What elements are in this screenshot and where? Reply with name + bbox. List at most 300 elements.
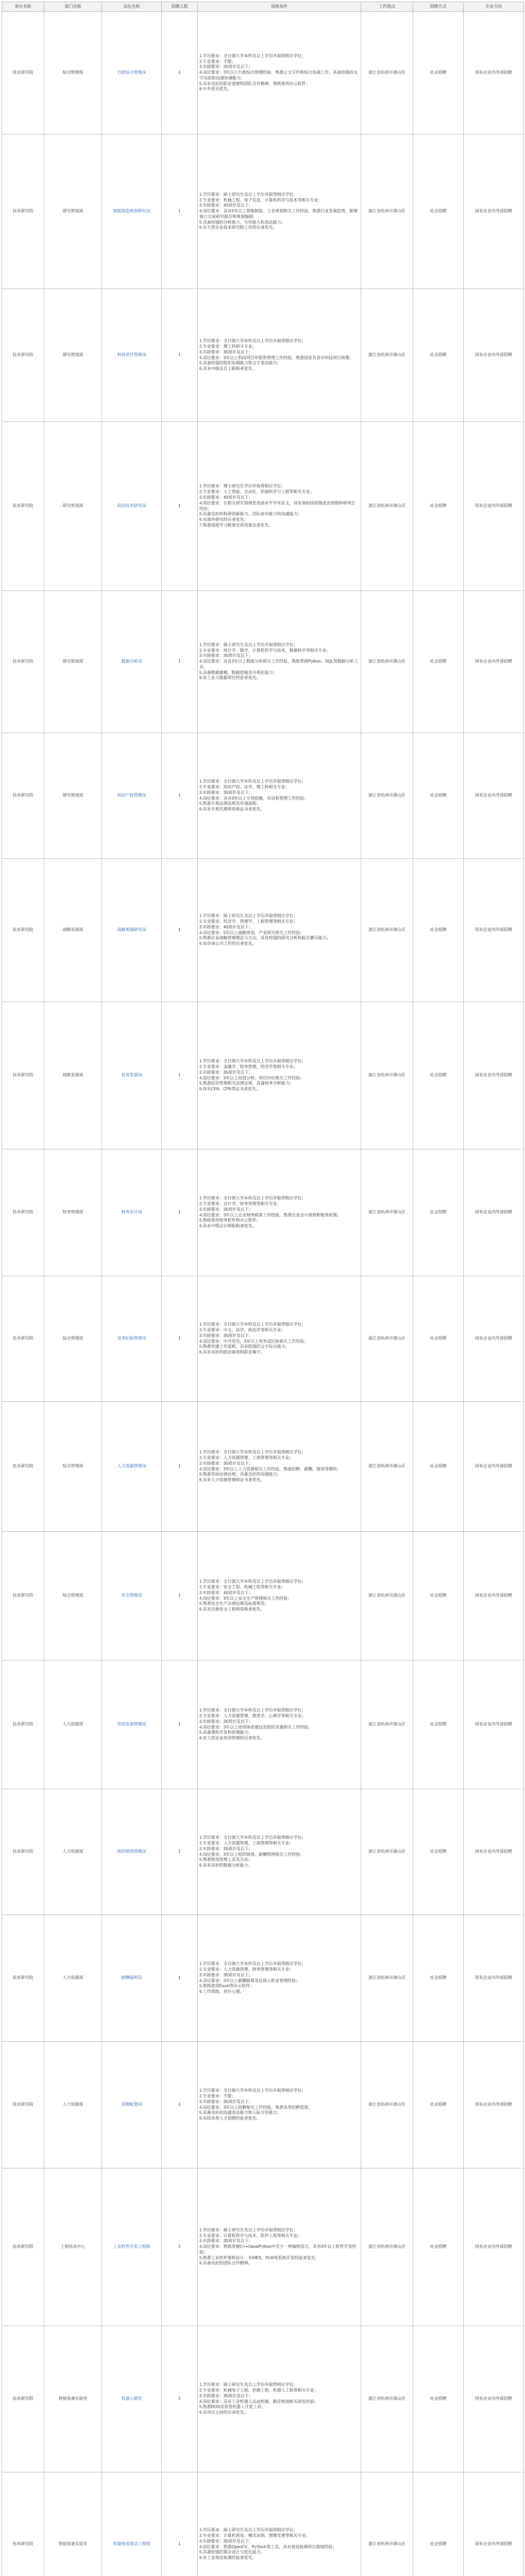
requirement-line: 5.具备良好的沟通表达能力和人际交往能力； <box>199 2110 281 2115</box>
requirement-line: 6.持有CFA、CPA等证书者优先。 <box>199 1087 261 1092</box>
cell-dept: 人力资源部 <box>44 1789 102 1915</box>
cell-dept: 研究规划部 <box>44 289 102 422</box>
cell-method: 社会招聘 <box>413 859 464 1002</box>
cell-place: 浙江省杭州市萧山区 <box>361 2168 413 2326</box>
requirement-line: 1.学历要求：全日制大学本科及以上学历并取得相应学位； <box>199 1579 306 1584</box>
cell-direction: 国有企业内外部招聘 <box>464 12 524 134</box>
requirement-line: 6.工作细致，责任心强。 <box>199 1989 244 1994</box>
cell-dept: 工程技术中心 <box>44 2168 102 2326</box>
table-row <box>2 422 524 591</box>
requirement-line: 5.熟悉投资管理相关法律法规，具备财务分析能力； <box>199 1081 294 1086</box>
cell-place: 浙江省杭州市萧山区 <box>361 134 413 289</box>
table-row <box>2 1789 524 1915</box>
requirement-line: 1.学历要求：全日制大学本科及以上学历并取得相应学位； <box>199 1196 306 1201</box>
cell-unit: 技术研究院 <box>2 1789 44 1915</box>
header-unit: 单位名称 <box>2 2 44 12</box>
cell-method: 社会招聘 <box>413 134 464 289</box>
requirement-line: 1.学历要求：硕士研究生及以上学历并取得相应学位； <box>199 192 298 197</box>
requirement-line: 3.年龄要求：35周岁及以下； <box>199 2239 253 2244</box>
cell-requirements <box>198 1149 361 1276</box>
requirement-line: 1.学历要求：硕士研究生及以上学历并取得相应学位； <box>199 2528 298 2533</box>
requirement-line: 2.专业要求：经济学、管理学、工程管理等相关专业； <box>199 919 298 924</box>
cell-method: 社会招聘 <box>413 289 464 422</box>
cell-count: 1 <box>162 1915 198 2042</box>
requirement-line: 5.具备较强的分析能力、写作能力和表达能力； <box>199 219 285 225</box>
table-row <box>2 134 524 289</box>
requirement-line: 5.熟悉工业软件架构设计，有MES、PLM等系统开发经验者优先； <box>199 2255 319 2260</box>
cell-direction: 国有企业内外部招聘 <box>464 2472 524 2576</box>
requirement-line: 6.具有注册安全工程师资格者优先。 <box>199 1607 265 1612</box>
cell-requirements <box>198 1402 361 1532</box>
requirement-line: 3.年龄要求：40周岁及以下； <box>199 1590 253 1595</box>
cell-requirements <box>198 2472 361 2576</box>
cell-place: 浙江省杭州市萧山区 <box>361 1660 413 1789</box>
cell-dept: 研究规划部 <box>44 422 102 591</box>
cell-unit: 技术研究院 <box>2 591 44 733</box>
table-row <box>2 591 524 733</box>
cell-count: 1 <box>162 733 198 859</box>
cell-count: 1 <box>162 134 198 289</box>
requirement-line: 2.专业要求：知识产权、法学、理工科相关专业； <box>199 784 290 789</box>
cell-place: 浙江省杭州市萧山区 <box>361 1915 413 2042</box>
requirement-line: 2.专业要求：统计学、数学、计算机科学与技术、数据科学等相关专业； <box>199 648 331 653</box>
requirement-line: 3.年龄要求：35周岁及以下； <box>199 1972 253 1977</box>
requirement-line: 4.岗位要求：在相关研究领域发表高水平学术论文，具有承担国家级或省部级科研项目经历； <box>199 500 355 511</box>
cell-place: 浙江省杭州市萧山区 <box>361 733 413 859</box>
cell-job <box>102 1149 162 1276</box>
cell-unit: 技术研究院 <box>2 1660 44 1789</box>
requirement-line: 3.年龄要求：35周岁及以下； <box>199 1846 253 1851</box>
table-row <box>2 859 524 1002</box>
requirement-line: 5.具备良好的科研创新能力、团队协作能力和沟通能力； <box>199 512 302 517</box>
cell-direction: 国有企业内外部招聘 <box>464 2168 524 2326</box>
requirement-line: 4.岗位要求：熟悉OpenCV、PyTorch等工具，具有视觉检测项目落地经验； <box>199 2544 337 2549</box>
cell-direction: 国有企业内外部招聘 <box>464 134 524 289</box>
cell-requirements <box>198 1532 361 1660</box>
requirement-line: 2.专业要求：计算机视觉、模式识别、图像处理等相关专业； <box>199 2533 310 2538</box>
cell-count: 1 <box>162 1276 198 1402</box>
cell-direction: 国有企业内外部招聘 <box>464 422 524 591</box>
job-title-link[interactable]: 人力资源管理岗 <box>117 1464 146 1469</box>
cell-direction: 国有企业内外部招聘 <box>464 1402 524 1532</box>
cell-unit: 技术研究院 <box>2 733 44 859</box>
requirement-line: 6.有工业大数据项目经验者优先。 <box>199 675 261 681</box>
cell-method: 社会招聘 <box>413 1002 464 1149</box>
job-title-link[interactable]: 培训发展管理岗 <box>117 1722 146 1727</box>
cell-job <box>102 134 162 289</box>
cell-dept: 智能装备实验室 <box>44 2326 102 2472</box>
cell-requirements <box>198 1660 361 1789</box>
cell-requirements <box>198 422 361 591</box>
recruitment-table <box>2 2 524 2576</box>
table-row <box>2 1532 524 1660</box>
requirement-line: 6.有大型企业培训管理经历者优先。 <box>199 1736 265 1741</box>
requirement-line: 1.学历要求：全日制大学本科及以上学历并取得相应学位； <box>199 1322 306 1327</box>
table-row <box>2 2042 524 2168</box>
job-title-link[interactable]: 前沿技术研究岗 <box>117 503 146 509</box>
cell-direction: 国有企业内外部招聘 <box>464 1789 524 1915</box>
cell-place: 浙江省杭州市萧山区 <box>361 1276 413 1402</box>
table-row <box>2 12 524 134</box>
requirement-line: 4.岗位要求：3年以上企业财务核算工作经验，熟悉企业会计准则和税务政策； <box>199 1212 342 1217</box>
cell-direction: 国有企业内外部招聘 <box>464 1660 524 1789</box>
job-title-link[interactable]: 党务纪检管理岗 <box>117 1336 146 1341</box>
cell-count: 1 <box>162 1402 198 1532</box>
job-title-link[interactable]: 机器视觉算法工程师 <box>113 2541 150 2547</box>
requirement-line: 2.专业要求：人力资源管理、工商管理等相关专业； <box>199 1840 294 1845</box>
table-row <box>2 2472 524 2576</box>
cell-place: 浙江省杭州市萧山区 <box>361 1532 413 1660</box>
requirement-line: 4.岗位要求：3年以上投资分析、项目评估相关工作经验； <box>199 1075 304 1080</box>
requirement-line: 1.学历要求：全日制大学本科及以上学历并取得相应学位； <box>199 338 306 344</box>
job-title-link[interactable]: 战略规划研究岗 <box>117 927 146 933</box>
cell-unit: 技术研究院 <box>2 1402 44 1532</box>
requirement-line: 3.年龄要求：35周岁及以下； <box>199 1207 253 1212</box>
requirement-line: 4.岗位要求：3年以上薪酬核算及社保公积金管理经验； <box>199 1978 300 1983</box>
requirement-line: 2.专业要求：机械电子工程、控制工程、机器人工程等相关专业； <box>199 2387 318 2393</box>
requirement-line: 4.岗位要求：3年以上科技项目申报和管理工作经验，熟悉国家及省市科技项目政策； <box>199 355 354 360</box>
cell-method: 社会招聘 <box>413 1276 464 1402</box>
cell-method: 社会招聘 <box>413 1660 464 1789</box>
requirement-line: 5.熟悉企业战略管理理论与方法，具有较强的研究分析和报告撰写能力； <box>199 936 331 941</box>
cell-job <box>102 2326 162 2472</box>
cell-place: 浙江省杭州市萧山区 <box>361 12 413 134</box>
cell-job <box>102 1915 162 2042</box>
cell-method: 社会招聘 <box>413 1149 464 1276</box>
cell-job <box>102 733 162 859</box>
cell-dept: 人力资源部 <box>44 1915 102 2042</box>
requirement-line: 6.有海外研究经历者优先； <box>199 517 248 522</box>
requirement-line: 5.熟练使用Excel等办公软件； <box>199 1984 255 1989</box>
cell-unit: 技术研究院 <box>2 1915 44 2042</box>
requirement-line: 1.学历要求：全日制大学本科及以上学历并取得相应学位； <box>199 1961 306 1967</box>
requirement-line: 2.专业要求：人力资源管理、工商管理等相关专业； <box>199 1455 294 1460</box>
requirement-line: 3.年龄要求：35周岁及以下； <box>199 1333 253 1338</box>
cell-job <box>102 2042 162 2168</box>
requirement-line: 2.专业要求：金融学、财务管理、经济学等相关专业； <box>199 1064 298 1069</box>
cell-method: 社会招聘 <box>413 733 464 859</box>
cell-unit: 技术研究院 <box>2 1276 44 1402</box>
requirement-line: 5.熟悉ROS及常用机器人开发工具； <box>199 2404 266 2410</box>
cell-requirements <box>198 12 361 134</box>
cell-requirements <box>198 2326 361 2472</box>
cell-unit: 技术研究院 <box>2 2326 44 2472</box>
requirement-line: 4.岗位要求：中共党员，3年以上党务或纪检相关工作经验； <box>199 1338 309 1344</box>
table-row <box>2 733 524 859</box>
requirement-line: 4.岗位要求：具有5年以上智能制造、工业规划相关工作经验，熟悉行业发展趋势，能够独立完成研究报告和规划编制； <box>199 209 358 219</box>
header-requirements: 资格条件 <box>198 2 361 12</box>
cell-count: 1 <box>162 591 198 733</box>
cell-unit: 技术研究院 <box>2 12 44 134</box>
cell-count: 1 <box>162 1789 198 1915</box>
cell-method: 社会招聘 <box>413 2168 464 2326</box>
cell-count: 1 <box>162 289 198 422</box>
requirement-line: 1.学历要求：全日制大学本科及以上学历并取得相应学位； <box>199 1708 306 1713</box>
cell-job <box>102 1660 162 1789</box>
table-row <box>2 1276 524 1402</box>
cell-place: 浙江省杭州市萧山区 <box>361 2042 413 2168</box>
cell-job <box>102 1002 162 1149</box>
requirement-line: 1.学历要求：全日制大学本科及以上学历并取得相应学位； <box>199 1450 306 1455</box>
requirement-line: 2.专业要求：机械工程、电子信息、计算机科学与技术等相关专业； <box>199 197 323 202</box>
cell-method: 社会招聘 <box>413 12 464 134</box>
cell-job <box>102 422 162 591</box>
cell-method: 社会招聘 <box>413 422 464 591</box>
job-title-link[interactable]: 科技项目管理岗 <box>117 352 146 358</box>
cell-requirements <box>198 2042 361 2168</box>
cell-place: 浙江省杭州市萧山区 <box>361 859 413 1002</box>
cell-dept: 研究规划部 <box>44 733 102 859</box>
job-title-link[interactable]: 工业软件开发工程师 <box>113 2244 150 2249</box>
table-body <box>2 12 524 2576</box>
cell-method: 社会招聘 <box>413 1402 464 1532</box>
cell-count: 1 <box>162 1149 198 1276</box>
requirement-line: 3.年龄要求：35周岁及以下； <box>199 653 253 658</box>
cell-job <box>102 2168 162 2326</box>
table-row <box>2 2168 524 2326</box>
cell-unit: 技术研究院 <box>2 1532 44 1660</box>
table-row <box>2 2326 524 2472</box>
cell-place: 浙江省杭州市萧山区 <box>361 2472 413 2576</box>
cell-job <box>102 12 162 134</box>
requirement-line: 4.岗位要求：3年以上安全生产管理相关工作经验； <box>199 1596 292 1601</box>
job-title-link[interactable]: 组织绩效管理岗 <box>117 1849 146 1854</box>
cell-unit: 技术研究院 <box>2 2472 44 2576</box>
job-title-link[interactable]: 行政综合管理岗 <box>117 70 146 75</box>
requirement-line: 6.中共党员优先。 <box>199 87 232 92</box>
cell-count: 1 <box>162 1660 198 1789</box>
cell-job <box>102 289 162 422</box>
requirement-line: 6.具有良好的政治素质和职业操守。 <box>199 1350 265 1355</box>
requirement-line: 4.岗位要求：3年以上组织绩效、薪酬管理相关工作经验； <box>199 1852 304 1857</box>
cell-unit: 技术研究院 <box>2 134 44 289</box>
table-row <box>2 289 524 422</box>
job-title-link[interactable]: 智能制造规划研究岗 <box>113 209 150 214</box>
job-title-link[interactable]: 机器人研发 <box>121 2396 142 2401</box>
cell-place: 浙江省杭州市萧山区 <box>361 1402 413 1532</box>
cell-requirements <box>198 1915 361 2042</box>
cell-requirements <box>198 2168 361 2326</box>
requirement-line: 6.具有中级及以上职称者优先。 <box>199 366 257 371</box>
requirement-line: 5.熟悉绩效管理工具及方法； <box>199 1857 252 1862</box>
requirement-line: 4.岗位要求：3年以上人力资源相关工作经验，熟悉招聘、薪酬、绩效等模块； <box>199 1466 342 1471</box>
cell-direction: 国有企业内外部招聘 <box>464 591 524 733</box>
cell-job <box>102 859 162 1002</box>
requirement-line: 3.年龄要求：40周岁及以下； <box>199 924 253 929</box>
job-title-link[interactable]: 知识产权管理岗 <box>117 793 146 798</box>
table-row <box>2 1149 524 1276</box>
requirement-line: 4.岗位要求：熟练掌握C++/Java/Python中至少一种编程语言，具有3年以上软件开发经验； <box>199 2244 357 2255</box>
cell-place: 浙江省杭州市萧山区 <box>361 1789 413 1915</box>
cell-requirements <box>198 1002 361 1149</box>
cell-dept: 综合管理部 <box>44 12 102 134</box>
requirement-line: 2.专业要求：计算机科学与技术、软件工程等相关专业； <box>199 2233 302 2238</box>
cell-method: 社会招聘 <box>413 1532 464 1660</box>
requirement-line: 1.学历要求：全日制大学本科及以上学历并取得相应学位； <box>199 1059 306 1064</box>
requirement-line: 3.年龄要求：40周岁及以下； <box>199 203 253 208</box>
cell-unit: 技术研究院 <box>2 1149 44 1276</box>
cell-method: 社会招聘 <box>413 2326 464 2472</box>
requirement-line: 1.学历要求：全日制大学本科及以上学历并取得相应学位； <box>199 1835 306 1840</box>
header-count: 招聘人数 <box>162 2 198 12</box>
cell-place: 浙江省杭州市萧山区 <box>361 1149 413 1276</box>
requirement-line: 6.有项目主持经历者优先。 <box>199 2410 248 2415</box>
requirement-line: 2.专业要求：安全工程、机械工程等相关专业； <box>199 1584 285 1589</box>
cell-place: 浙江省杭州市萧山区 <box>361 591 413 733</box>
cell-dept: 战略发展部 <box>44 1002 102 1149</box>
cell-dept: 综合管理部 <box>44 1532 102 1660</box>
cell-count: 1 <box>162 859 198 1002</box>
header-dept: 部门名称 <box>44 2 102 12</box>
header-job: 岗位名称 <box>102 2 162 12</box>
cell-requirements <box>198 289 361 422</box>
cell-direction: 国有企业内外部招聘 <box>464 733 524 859</box>
cell-dept: 综合管理部 <box>44 1402 102 1532</box>
cell-count: 1 <box>162 2472 198 2576</box>
requirement-line: 5.具备课程开发和授课能力； <box>199 1730 252 1735</box>
cell-place: 浙江省杭州市萧山区 <box>361 289 413 422</box>
cell-dept: 研究规划部 <box>44 591 102 733</box>
cell-count: 1 <box>162 1002 198 1149</box>
cell-requirements <box>198 1789 361 1915</box>
job-title-link[interactable]: 投资发展岗 <box>121 1073 142 1078</box>
cell-dept: 人力资源部 <box>44 2042 102 2168</box>
requirement-line: 3.年龄要求：40周岁及以下； <box>199 495 253 500</box>
cell-count: 2 <box>162 2326 198 2472</box>
cell-dept: 人力资源部 <box>44 1660 102 1789</box>
job-title-link[interactable]: 数据分析岗 <box>121 659 142 664</box>
requirement-line: 6.有咨询公司工作经历者优先。 <box>199 941 257 946</box>
requirement-line: 6.有工业视觉检测经验者优先。 <box>199 2555 257 2561</box>
cell-method: 社会招聘 <box>413 2472 464 2576</box>
cell-place: 浙江省杭州市萧山区 <box>361 2326 413 2472</box>
requirement-line: 4.岗位要求：具有3年以上数据分析相关工作经验，熟练掌握Python、SQL等数据分析工具； <box>199 659 359 669</box>
cell-count: 1 <box>162 1532 198 1660</box>
requirement-line: 2.专业要求：人力资源管理、财务管理等相关专业； <box>199 1967 294 1972</box>
cell-direction: 国有企业内外部招聘 <box>464 859 524 1002</box>
cell-job <box>102 1276 162 1402</box>
cell-direction: 国有企业内外部招聘 <box>464 1915 524 2042</box>
header-place: 工作地点 <box>361 2 413 12</box>
cell-unit: 技术研究院 <box>2 422 44 591</box>
requirement-line: 6.有大型企业技术研究院工作经历者优先。 <box>199 225 277 230</box>
requirement-line: 5.具备较强的算法设计与优化能力； <box>199 2550 265 2555</box>
requirement-line: 4.岗位要求：具有工业机器人运动控制、路径规划相关研发经验； <box>199 2399 318 2404</box>
job-title-link[interactable]: 财务会计岗 <box>121 1210 142 1215</box>
requirement-line: 1.学历要求：硕士研究生及以上学历并取得相应学位； <box>199 2227 298 2232</box>
requirement-line: 3.年龄要求：35周岁及以下； <box>199 790 253 795</box>
cell-dept: 智能装备实验室 <box>44 2472 102 2576</box>
cell-method: 社会招聘 <box>413 1915 464 2042</box>
cell-dept: 综合管理部 <box>44 1276 102 1402</box>
table-header-row <box>2 2 524 12</box>
cell-unit: 技术研究院 <box>2 2168 44 2326</box>
job-title-link[interactable]: 安全管理岗 <box>121 1593 142 1598</box>
requirement-line: 4.岗位要求：3年以上培训体系建设及组织实施相关工作经验； <box>199 1724 313 1730</box>
cell-method: 社会招聘 <box>413 591 464 733</box>
requirement-line: 3.年龄要求：35周岁及以下； <box>199 2393 253 2398</box>
cell-job <box>102 2472 162 2576</box>
requirement-line: 6.具有良好的数据分析能力。 <box>199 1863 252 1868</box>
requirement-line: 3.年龄要求：35周岁及以下； <box>199 1461 253 1466</box>
requirement-line: 5.熟练使用财务软件和办公软件； <box>199 1218 261 1223</box>
job-title-link[interactable]: 招聘配置岗 <box>121 2102 142 2107</box>
requirement-line: 5.具有良好的职业道德和团队合作精神，熟练使用办公软件； <box>199 81 310 86</box>
table-row <box>2 1402 524 1532</box>
requirement-line: 1.学历要求：硕士研究生及以上学历并取得相应学位； <box>199 2382 298 2387</box>
requirement-line: 2.专业要求：会计学、财务管理等相关专业； <box>199 1201 281 1206</box>
requirement-line: 3.年龄要求：35周岁及以下； <box>199 2538 253 2544</box>
requirement-line: 3.年龄要求：35周岁及以下； <box>199 1070 253 1075</box>
cell-direction: 国有企业内外部招聘 <box>464 2042 524 2168</box>
requirement-line: 1.学历要求：全日制大学本科及以上学历并取得相应学位； <box>199 779 306 784</box>
cell-requirements <box>198 733 361 859</box>
cell-unit: 技术研究院 <box>2 859 44 1002</box>
requirement-line: 4.岗位要求：3年以上行政综合管理经验，熟悉公文写作和综合协调工作，具备较强的文字功底和沟通协调能力； <box>199 70 358 80</box>
requirement-line: 6.有技术类人才招聘经验者优先。 <box>199 2116 261 2121</box>
cell-requirements <box>198 859 361 1002</box>
cell-count: 1 <box>162 12 198 134</box>
page-container <box>2 2 523 2576</box>
cell-dept: 研究规划部 <box>44 134 102 289</box>
requirement-line: 2.专业要求：理工科相关专业； <box>199 344 257 349</box>
cell-dept: 财务管理部 <box>44 1149 102 1276</box>
requirement-line: 4.岗位要求：5年以上战略规划、产业研究相关工作经验； <box>199 930 304 935</box>
requirement-line: 1.学历要求：全日制大学本科及以上学历并取得相应学位； <box>199 53 306 58</box>
requirement-line: 7.熟悉深度学习框架及常用算法者优先。 <box>199 522 273 528</box>
requirement-line: 5.具备数据建模、数据挖掘及可视化能力； <box>199 670 277 675</box>
cell-count: 2 <box>162 2168 198 2326</box>
requirement-line: 2.专业要求：中文、法学、政治学等相关专业； <box>199 1327 285 1332</box>
requirement-line: 2.专业要求：不限； <box>199 59 236 64</box>
cell-job <box>102 1532 162 1660</box>
cell-place: 浙江省杭州市萧山区 <box>361 1002 413 1149</box>
requirement-line: 3.年龄要求：35周岁及以下； <box>199 1719 253 1724</box>
requirement-line: 6.具有中级会计师职称者优先。 <box>199 1224 257 1229</box>
cell-direction: 国有企业内外部招聘 <box>464 1002 524 1149</box>
cell-unit: 技术研究院 <box>2 1002 44 1149</box>
cell-method: 社会招聘 <box>413 2042 464 2168</box>
requirement-line: 2.专业要求：人力资源管理、教育学、心理学等相关专业； <box>199 1713 306 1718</box>
header-direction: 专业方向 <box>464 2 524 12</box>
requirement-line: 2.专业要求：不限； <box>199 2093 236 2098</box>
requirement-line: 6.具备良好的团队合作精神。 <box>199 2261 252 2266</box>
cell-direction: 国有企业内外部招聘 <box>464 1149 524 1276</box>
cell-requirements <box>198 134 361 289</box>
cell-unit: 技术研究院 <box>2 289 44 422</box>
cell-job <box>102 1402 162 1532</box>
requirement-line: 3.年龄要求：35周岁及以下； <box>199 2099 253 2104</box>
cell-requirements <box>198 591 361 733</box>
requirement-line: 1.学历要求：全日制大学本科及以上学历并取得相应学位； <box>199 2088 306 2093</box>
job-title-link[interactable]: 薪酬福利岗 <box>121 1975 142 1980</box>
requirement-line: 6.具有专利代理师资格证书者优先。 <box>199 807 265 812</box>
cell-direction: 国有企业内外部招聘 <box>464 289 524 422</box>
cell-count: 1 <box>162 2042 198 2168</box>
cell-direction: 国有企业内外部招聘 <box>464 1532 524 1660</box>
table-row <box>2 1002 524 1149</box>
requirement-line: 2.专业要求：人工智能、自动化、控制科学与工程等相关专业； <box>199 489 314 495</box>
cell-place: 浙江省杭州市萧山区 <box>361 422 413 591</box>
cell-direction: 国有企业内外部招聘 <box>464 2326 524 2472</box>
requirement-line: 6.具有人力资源管理师证书者优先。 <box>199 1478 265 1483</box>
cell-unit: 技术研究院 <box>2 2042 44 2168</box>
requirement-line: 5.熟悉安全生产法律法规及标准规范； <box>199 1601 269 1606</box>
requirement-line: 5.熟悉党建工作流程，具有较强的文字综合能力； <box>199 1344 290 1349</box>
requirement-line: 5.熟悉劳动法律法规，具备良好的沟通能力； <box>199 1472 281 1477</box>
requirement-line: 4.岗位要求：3年以上招聘相关工作经验，熟悉各类招聘渠道； <box>199 2105 313 2110</box>
requirement-line: 5.具备较强的组织协调能力和文字表达能力； <box>199 361 281 366</box>
